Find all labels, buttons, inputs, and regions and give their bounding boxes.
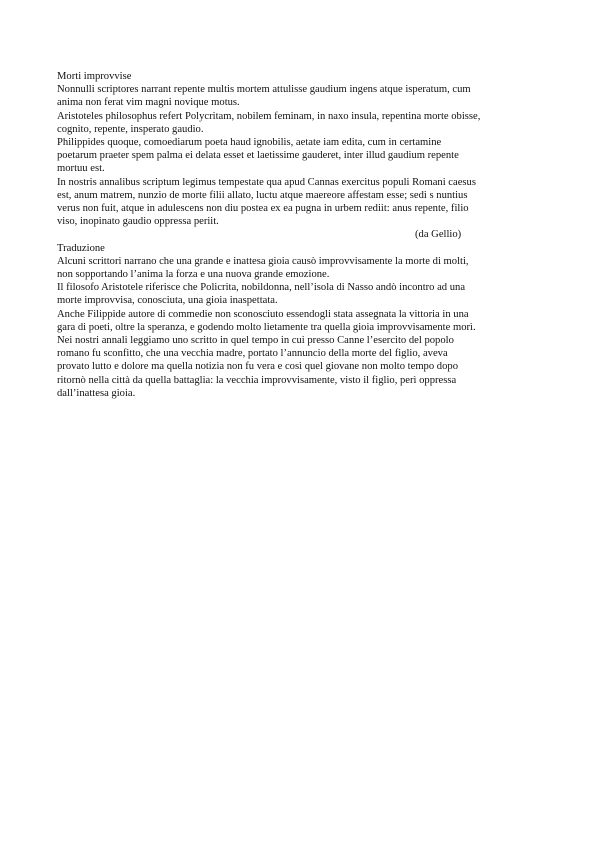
translation-line: Nei nostri annali leggiamo uno scritto in quel tempo in cui presso Canne l’esercito del popolo [57,335,454,347]
latin-line: poetarum praeter spem palma ei delata esset et laetissime gauderet, inter illud gaudium repente [57,150,459,162]
latin-line: verus non fuit, atque in adulescens non diu postea ex ea pugna in urbem rediit: anus repente, filio [57,203,469,215]
document-page [57,70,545,400]
translation-line: dall’inattesa gioia. [57,387,136,399]
latin-line: mortuu est. [57,163,105,175]
latin-line: est, anum matrem, nunzio de morte filii allato, luctu atque maereore affestam esse; sedi s nuntius [57,189,468,201]
translation-line: romano fu sconfitto, che una vecchia madre, portato l’annuncio della morte del figlio, aveva [57,348,448,360]
translation-line: morte improvvisa, conosciuta, una gioia inaspettata. [57,295,278,307]
latin-line: viso, inopinato gaudio oppressa periit. [57,216,219,228]
latin-line: anima non ferat vim magni novique motus. [57,97,240,109]
translation-line: provato lutto e dolore ma quella notizia non fu vera e così quel giovane non molto tempo dopo [57,361,458,373]
latin-line: Aristoteles philosophus refert Polycritam, nobilem feminam, in naxo insula, repentina morte obisse, [57,110,481,122]
translation-line: ritornò nella città da quella battaglia: la vecchia improvvisamente, visto il figlio, perì oppressa [57,374,457,386]
translation-line: Il filosofo Aristotele riferisce che Policrita, nobildonna, nell’isola di Nasso andò incontro ad una [57,282,466,294]
latin-title: Morti improvvise [57,71,132,82]
translation-line: Alcuni scrittori narrano che una grande e inattesa gioia causò improvvisamente la morte di molti, [57,255,469,267]
translation-line: Anche Filippide autore di commedie non sconosciuto essendogli stata assegnata la vittoria in una [57,308,469,320]
latin-line: cognito, repente, insperato gaudio. [57,123,204,135]
translation-title: Traduzione [57,242,105,254]
latin-line: Philippides quoque, comoediarum poeta haud ignobilis, aetate iam edita, cum in certamine [57,137,442,149]
source-attribution: (da Gellio) [415,229,462,241]
translation-line: gara di poeti, oltre la speranza, e godendo molto lietamente tra quella gioia improvvisamente morì. [57,321,476,333]
latin-line: In nostris annalibus scriptum legimus tempestate qua apud Cannas exercitus populi Romani caesus [57,176,476,188]
latin-line: Nonnulli scriptores narrant repente multis mortem attulisse gaudium ingens atque isperatum, cum [57,84,471,96]
translation-line: non sopportando l’anima la forza e una nuova grande emozione. [57,269,330,281]
